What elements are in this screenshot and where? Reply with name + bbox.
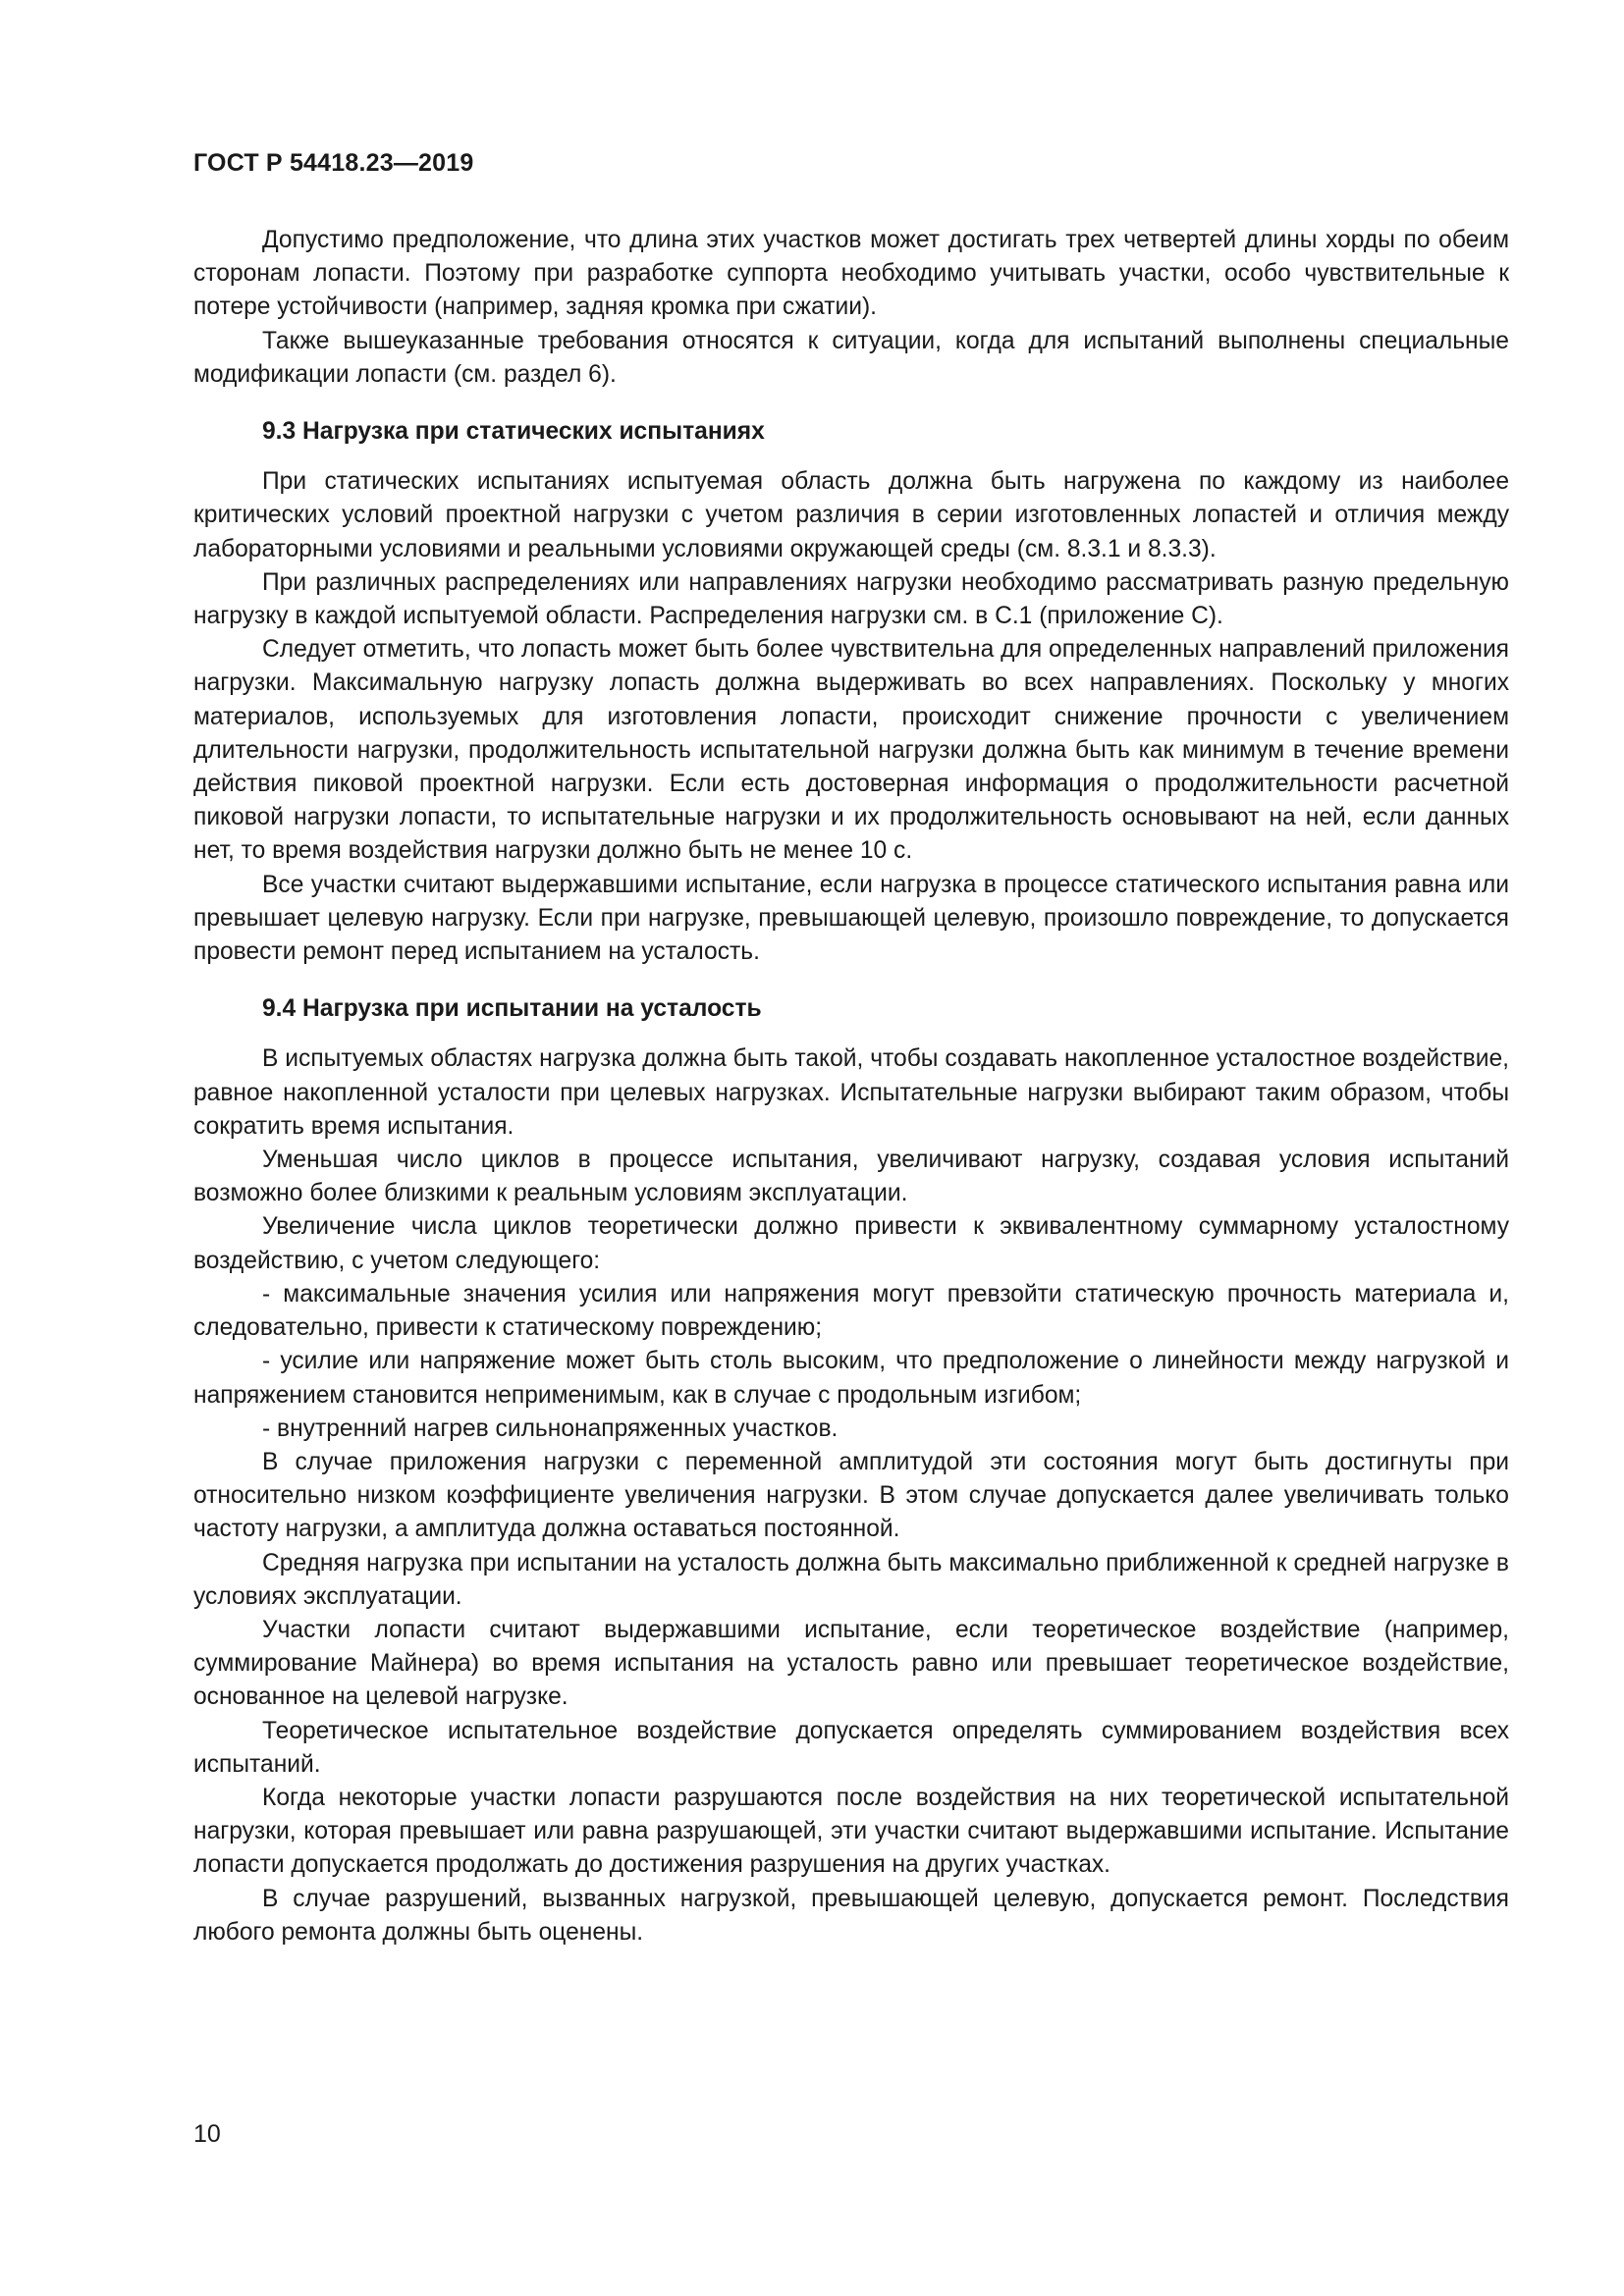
section-9-4-list-item-3: - внутренний нагрев сильнонапряженных участков. <box>262 1415 839 1442</box>
section-9-3-heading: 9.3 Нагрузка при статических испытаниях <box>262 418 765 446</box>
section-9-4-paragraph-9: В случае разрушений, вызванных нагрузкой, превышающей целевую, допускается ремонт. Последствия любого ремонта должны быть оценены. <box>193 1885 1509 1946</box>
section-9-3-paragraph-2: При различных распределениях или направлениях нагрузки необходимо рассматривать разную предельную нагрузку в каждой испытуемой области. Распределения нагрузки см. в С.1 (приложение С). <box>193 568 1509 630</box>
section-9-3-paragraph-1: При статических испытаниях испытуемая область должна быть нагружена по каждому из наиболее критических условий проектной нагрузки с учетом различия в серии изготовленных лопастей и отличия между лабораторными условиями и реальными условиями окружающей среды (см. 8.3.1 и 8.3.3). <box>193 468 1509 562</box>
section-9-4-paragraph-5: Средняя нагрузка при испытании на усталость должна быть максимально приближенной к средней нагрузке в условиях эксплуатации. <box>193 1549 1509 1610</box>
section-9-4-paragraph-6: Участки лопасти считают выдержавшими испытание, если теоретическое воздействие (например, суммирование Майнера) во время испытания на усталость равно или превышает теоретическое воздействие, основанное на целевой нагрузке. <box>193 1616 1509 1711</box>
section-9-4-list-item-1: - максимальные значения усилия или напряжения могут превзойти статическую прочность материала и, следовательно, привести к статическому повреждению; <box>193 1280 1509 1342</box>
section-9-4-paragraph-1: В испытуемых областях нагрузка должна быть такой, чтобы создавать накопленное усталостное воздействие, равное накопленной усталости при целевых нагрузках. Испытательные нагрузки выбирают таким образом, чтобы сократить время испытания. <box>193 1045 1509 1140</box>
page-number: 10 <box>193 2120 221 2148</box>
page-header-standard-id: ГОСТ Р 54418.23—2019 <box>193 149 474 177</box>
section-9-4-paragraph-7: Теоретическое испытательное воздействие допускается определять суммированием воздействия всех испытаний. <box>193 1717 1509 1778</box>
section-9-4-heading: 9.4 Нагрузка при испытании на усталость <box>262 995 762 1023</box>
section-9-4-paragraph-8: Когда некоторые участки лопасти разрушаются после воздействия на них теоретической испытательной нагрузки, которая превышает или равна разрушающей, эти участки считают выдержавшими испытание. Испытание лопасти допускается продолжать до достижения разрушения на других участках. <box>193 1784 1509 1879</box>
section-9-4-paragraph-2: Уменьшая число циклов в процессе испытания, увеличивают нагрузку, создавая условия испытаний возможно более близкими к реальным условиям эксплуатации. <box>193 1147 1509 1207</box>
section-9-4-paragraph-4: В случае приложения нагрузки с переменной амплитудой эти состояния могут быть достигнуты при относительно низком коэффициенте увеличения нагрузки. В этом случае допускается далее увеличивать только частоту нагрузки, а амплитуда должна оставаться постоянной. <box>193 1448 1509 1543</box>
section-9-3-paragraph-4: Все участки считают выдержавшими испытание, если нагрузка в процессе статического испытания равна или превышает целевую нагрузку. Если при нагрузке, превышающей целевую, произошло повреждение, то допускается провести ремонт перед испытанием на усталость. <box>193 871 1509 966</box>
section-9-4-paragraph-3: Увеличение числа циклов теоретически должно привести к эквивалентному суммарному усталостному воздействию, с учетом следующего: <box>193 1213 1509 1274</box>
page-content <box>193 224 1509 1949</box>
intro-paragraph-1: Допустимо предположение, что длина этих участков может достигать трех четвертей длины хорды по обеим сторонам лопасти. Поэтому при разработке суппорта необходимо учитывать участки, особо чувствительные к потере устойчивости (например, задняя кромка при сжатии). <box>193 227 1509 321</box>
intro-paragraph-2: Также вышеуказанные требования относятся к ситуации, когда для испытаний выполнены специальные модификации лопасти (см. раздел 6). <box>193 327 1509 388</box>
section-9-3-paragraph-3: Следует отметить, что лопасть может быть более чувствительна для определенных направлений приложения нагрузки. Максимальную нагрузку лопасть должна выдерживать во всех направлениях. Поскольку у многих материалов, используемых для изготовления лопасти, происходит снижение прочности с увеличением длительности нагрузки, продолжительность испытательной нагрузки должна быть как минимум в течение времени действия пиковой проектной нагрузки. Если есть достоверная информация о продолжительности расчетной пиковой нагрузки лопасти, то испытательные нагрузки и их продолжительность основывают на ней, если данных нет, то время воздействия нагрузки должно быть не менее 10 с. <box>193 636 1509 865</box>
section-9-4-list-item-2: - усилие или напряжение может быть столь высоким, что предположение о линейности между нагрузкой и напряжением становится неприменимым, как в случае с продольным изгибом; <box>193 1348 1509 1409</box>
